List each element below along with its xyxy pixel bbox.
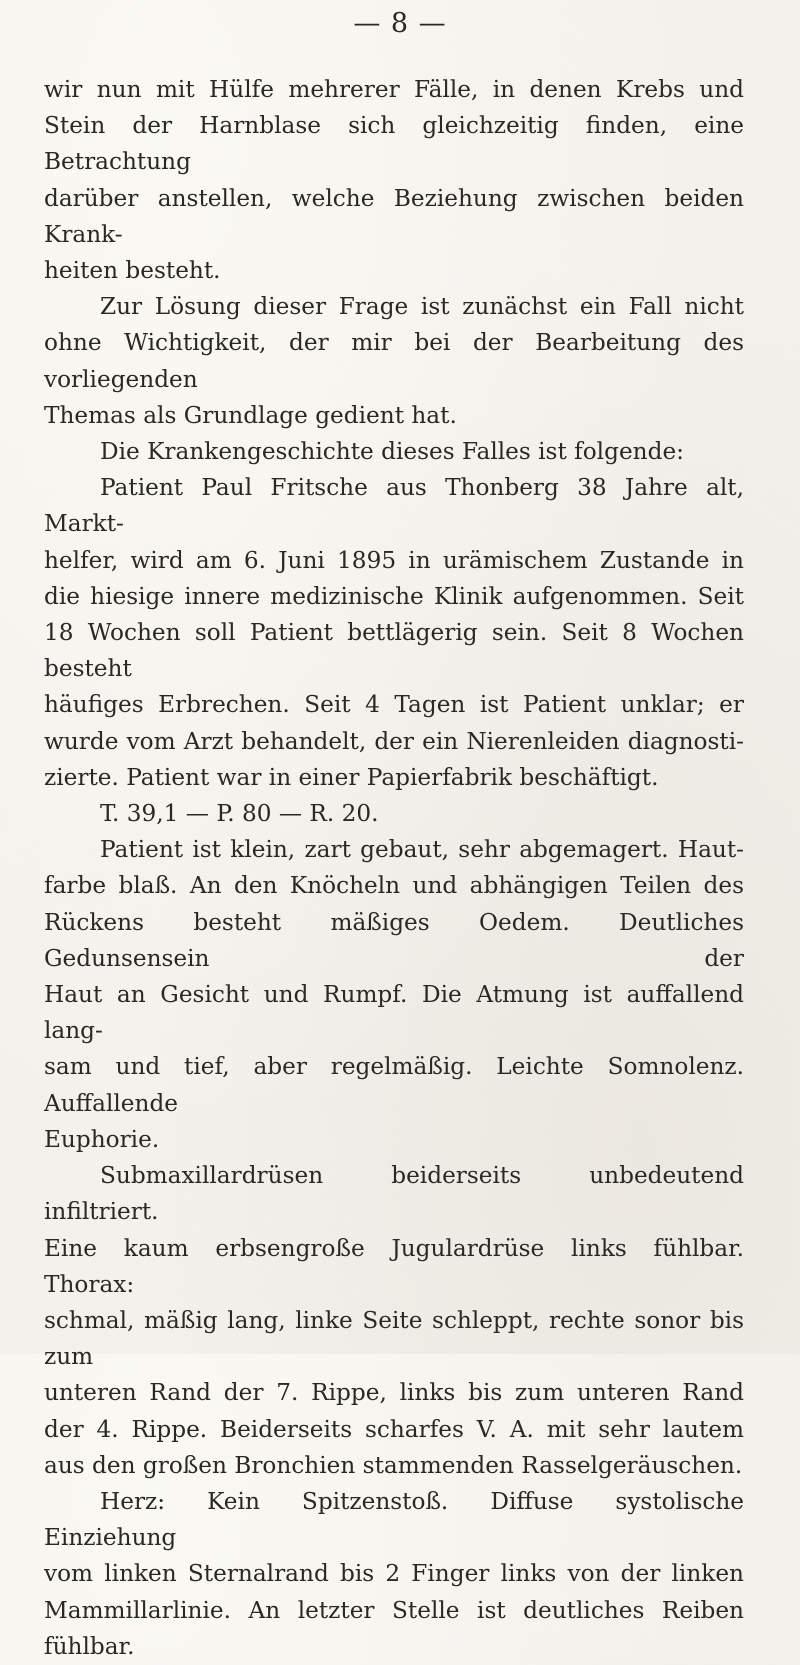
- text-line: aus den großen Bronchien stammenden Rasselgeräuschen.: [44, 1451, 743, 1479]
- text-line: Euphorie.: [44, 1125, 160, 1153]
- text-line: Themas als Grundlage gedient hat.: [44, 401, 457, 429]
- vital-signs-line: T. 39,1 — P. 80 — R. 20.: [100, 800, 379, 828]
- text-line: Stein der Harnblase sich gleichzeitig finden, eine Betrachtung: [44, 112, 744, 176]
- paragraph: [44, 1158, 744, 1484]
- text-line: wurde vom Arzt behandelt, der ein Nierenleiden diagnosti-: [44, 727, 744, 755]
- body-text: [44, 72, 744, 1665]
- paragraph: [44, 1484, 744, 1665]
- text-line: unteren Rand der 7. Rippe, links bis zum unteren Rand: [44, 1379, 744, 1407]
- text-line: farbe blaß. An den Knöcheln und abhängigen Teilen des: [44, 872, 744, 900]
- text-line: Haut an Gesicht und Rumpf. Die Atmung ist auffallend lang-: [44, 981, 744, 1045]
- paragraph: [44, 832, 744, 1158]
- text-line: darüber anstellen, welche Beziehung zwischen beiden Krank-: [44, 184, 744, 248]
- text-line: die hiesige innere medizinische Klinik aufgenommen. Seit: [44, 582, 744, 610]
- text-line: Rückens besteht mäßiges Oedem. Deutliches Gedunsensein der: [44, 908, 744, 972]
- text-line: 18 Wochen soll Patient bettlägerig sein. Seit 8 Wochen besteht: [44, 619, 744, 683]
- text-line: Mammillarlinie. An letzter Stelle ist deutliches Reiben: [44, 1596, 744, 1624]
- paragraph: [44, 289, 744, 434]
- text-line: heiten besteht.: [44, 257, 221, 285]
- text-line: wir nun mit Hülfe mehrerer Fälle, in denen Krebs und: [44, 76, 744, 103]
- text-line: sam und tief, aber regelmäßig. Leichte Somnolenz. Auffallende: [44, 1053, 744, 1117]
- text-line: Patient Paul Fritsche aus Thonberg 38 Jahre alt, Markt-: [44, 474, 744, 538]
- page-number: — 8 —: [353, 8, 447, 39]
- text-line: fühlbar.: [44, 1632, 135, 1660]
- text-line: vom linken Sternalrand bis 2 Finger links von der linken: [44, 1560, 744, 1588]
- text-line: zierte. Patient war in einer Papierfabrik beschäftigt.: [44, 763, 659, 791]
- text-line: ohne Wichtigkeit, der mir bei der Bearbeitung des vorliegenden: [44, 329, 744, 393]
- text-line: schmal, mäßig lang, linke Seite schleppt, rechte sonor bis zum: [44, 1306, 744, 1371]
- paragraph: [44, 434, 744, 470]
- text-line: Herz: Kein Spitzenstoß. Diffuse systolische Einziehung: [44, 1487, 744, 1552]
- text-line: häufiges Erbrechen. Seit 4 Tagen ist Patient unklar; er: [44, 691, 744, 719]
- text-line: Die Krankengeschichte dieses Falles ist folgende:: [100, 438, 684, 466]
- text-line: der 4. Rippe. Beiderseits scharfes V. A. mit sehr lautem: [44, 1415, 744, 1443]
- paragraph: [44, 72, 744, 289]
- text-line: Zur Lösung dieser Frage ist zunächst ein Fall nicht: [100, 293, 744, 321]
- paragraph: [44, 470, 744, 796]
- text-line: helfer, wird am 6. Juni 1895 in urämischem Zustande in: [44, 546, 744, 574]
- text-line: Submaxillardrüsen beiderseits unbedeutend infiltriert.: [44, 1162, 744, 1226]
- text-line: Patient ist klein, zart gebaut, sehr abgemagert. Haut-: [100, 836, 744, 864]
- paragraph: [44, 796, 744, 832]
- text-line: Eine kaum erbsengroße Jugulardrüse links fühlbar. Thorax:: [44, 1234, 744, 1298]
